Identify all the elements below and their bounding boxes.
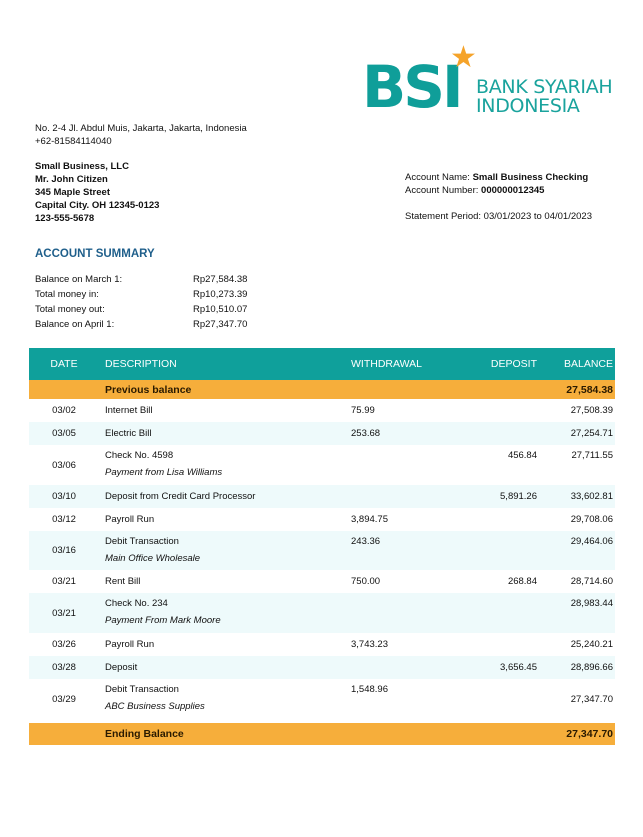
row-balance: 28,714.60 — [570, 576, 613, 587]
logo-line1: BANK SYARIAH — [476, 76, 613, 98]
customer-street: 345 Maple Street — [35, 187, 110, 198]
table-row — [29, 399, 615, 422]
row-withdrawal: 1,548.96 — [351, 684, 388, 695]
table-header — [29, 348, 615, 380]
row-balance: 27,711.55 — [571, 450, 613, 461]
row-date: 03/26 — [52, 639, 76, 650]
row-deposit: 3,656.45 — [500, 662, 537, 673]
row-date: 03/21 — [52, 576, 76, 587]
row-deposit: 268.84 — [507, 576, 537, 587]
row-balance: 29,464.06 — [570, 536, 613, 547]
summary-label: Balance on April 1: — [35, 319, 115, 330]
table-row — [29, 633, 615, 656]
customer-name: Mr. John Citizen — [35, 174, 108, 185]
ending-balance-row — [29, 723, 615, 745]
row-withdrawal: 750.00 — [351, 576, 381, 587]
account-info — [405, 171, 588, 197]
bank-phone: +62-81584114040 — [35, 136, 112, 147]
account-name: Small Business Checking — [472, 172, 589, 183]
row-date: 03/29 — [52, 693, 76, 705]
star-icon: ★ — [450, 41, 477, 74]
table-row — [29, 593, 615, 633]
table-row — [29, 570, 615, 593]
customer-city: Capital City. OH 12345-0123 — [35, 200, 160, 211]
logo-line2: INDONESIA — [476, 95, 580, 117]
table-row — [29, 445, 615, 485]
bank-address: No. 2-4 Jl. Abdul Muis, Jakarta, Jakarta, Indonesia — [35, 123, 247, 134]
row-description — [99, 531, 345, 570]
header-description: DESCRIPTION — [105, 358, 177, 370]
summary-label: Total money in: — [35, 289, 99, 300]
bank-logo — [362, 41, 622, 121]
row-description — [99, 679, 345, 719]
row-description — [99, 593, 345, 633]
row-deposit: 456.84 — [507, 450, 537, 461]
bank-address-block — [35, 122, 247, 148]
customer-phone: 123-555-5678 — [35, 213, 95, 224]
summary-value: Rp10,510.07 — [193, 304, 248, 315]
row-desc-main: Check No. 4598 — [105, 450, 174, 461]
logo-text — [476, 78, 612, 116]
table-row — [29, 531, 615, 570]
row-withdrawal: 253.68 — [351, 428, 381, 439]
row-balance: 27,254.71 — [570, 428, 613, 439]
row-desc-main: Check No. 234 — [105, 598, 168, 609]
row-description: Payroll Run — [105, 514, 155, 525]
account-summary — [35, 272, 247, 332]
summary-row — [35, 317, 247, 332]
row-withdrawal: 3,743.23 — [351, 639, 388, 650]
row-desc-sub: Main Office Wholesale — [105, 553, 201, 564]
row-description: Payroll Run — [105, 639, 155, 650]
row-withdrawal: 243.36 — [351, 536, 381, 547]
header-deposit: DEPOSIT — [490, 358, 537, 370]
customer-company: Small Business, LLC — [35, 161, 129, 172]
row-date: 03/28 — [52, 662, 76, 673]
summary-value: Rp27,347.70 — [193, 319, 248, 330]
row-date: 03/10 — [52, 491, 76, 502]
row-balance: 29,708.06 — [570, 514, 613, 525]
account-number: 000000012345 — [481, 185, 545, 196]
table-row — [29, 485, 615, 508]
summary-label: Balance on March 1: — [35, 274, 123, 285]
table-row — [29, 422, 615, 445]
row-description — [99, 445, 345, 485]
statement-period: Statement Period: 03/01/2023 to 04/01/2023 — [405, 211, 592, 222]
row-desc-sub: Payment From Mark Moore — [105, 615, 221, 626]
account-number-label: Account Number: — [405, 185, 482, 196]
row-description: Rent Bill — [105, 576, 141, 587]
row-description: Deposit — [105, 662, 138, 673]
summary-title: ACCOUNT SUMMARY — [35, 248, 155, 260]
row-date: 03/12 — [52, 514, 76, 525]
row-date: 03/21 — [52, 607, 76, 619]
customer-block — [35, 160, 159, 225]
row-desc-main: Debit Transaction — [105, 684, 179, 695]
table-row — [29, 679, 615, 719]
table-row — [29, 656, 615, 679]
row-withdrawal: 75.99 — [351, 405, 375, 416]
row-date: 03/02 — [52, 405, 76, 416]
row-balance: 33,602.81 — [570, 491, 613, 502]
row-desc-sub: Payment from Lisa Williams — [105, 467, 223, 478]
row-description: Electric Bill — [105, 428, 152, 439]
summary-label: Total money out: — [35, 304, 105, 315]
row-date: 03/06 — [52, 459, 76, 471]
row-withdrawal: 3,894.75 — [351, 514, 388, 525]
summary-value: Rp27,584.38 — [193, 274, 248, 285]
header-balance: BALANCE — [563, 358, 613, 370]
summary-row — [35, 302, 247, 317]
summary-row — [35, 272, 247, 287]
row-date: 03/16 — [52, 545, 76, 556]
row-balance: 27,347.70 — [570, 693, 613, 705]
row-deposit: 5,891.26 — [500, 491, 537, 502]
previous-balance-row — [29, 380, 615, 399]
row-description: Deposit from Credit Card Processor — [105, 491, 256, 502]
header-withdrawal: WITHDRAWAL — [351, 358, 422, 370]
row-balance: 28,983.44 — [570, 598, 613, 609]
summary-row — [35, 287, 247, 302]
row-balance: 28,896.66 — [570, 662, 613, 673]
row-balance: 25,240.21 — [570, 639, 613, 650]
account-name-label: Account Name: — [405, 172, 473, 183]
row-date: 03/05 — [52, 428, 76, 439]
logo-mark: BSI — [362, 53, 461, 121]
previous-balance-value: 27,584.38 — [566, 383, 613, 396]
previous-balance-label: Previous balance — [105, 383, 192, 396]
row-description: Internet Bill — [105, 405, 153, 416]
table-row — [29, 508, 615, 531]
header-date: DATE — [50, 358, 78, 370]
ending-balance-label: Ending Balance — [105, 728, 184, 740]
transactions-table — [29, 348, 615, 745]
summary-value: Rp10,273.39 — [193, 289, 248, 300]
row-balance: 27,508.39 — [570, 405, 613, 416]
ending-balance-value: 27,347.70 — [566, 728, 613, 740]
row-desc-main: Debit Transaction — [105, 536, 179, 547]
row-desc-sub: ABC Business Supplies — [105, 701, 205, 712]
